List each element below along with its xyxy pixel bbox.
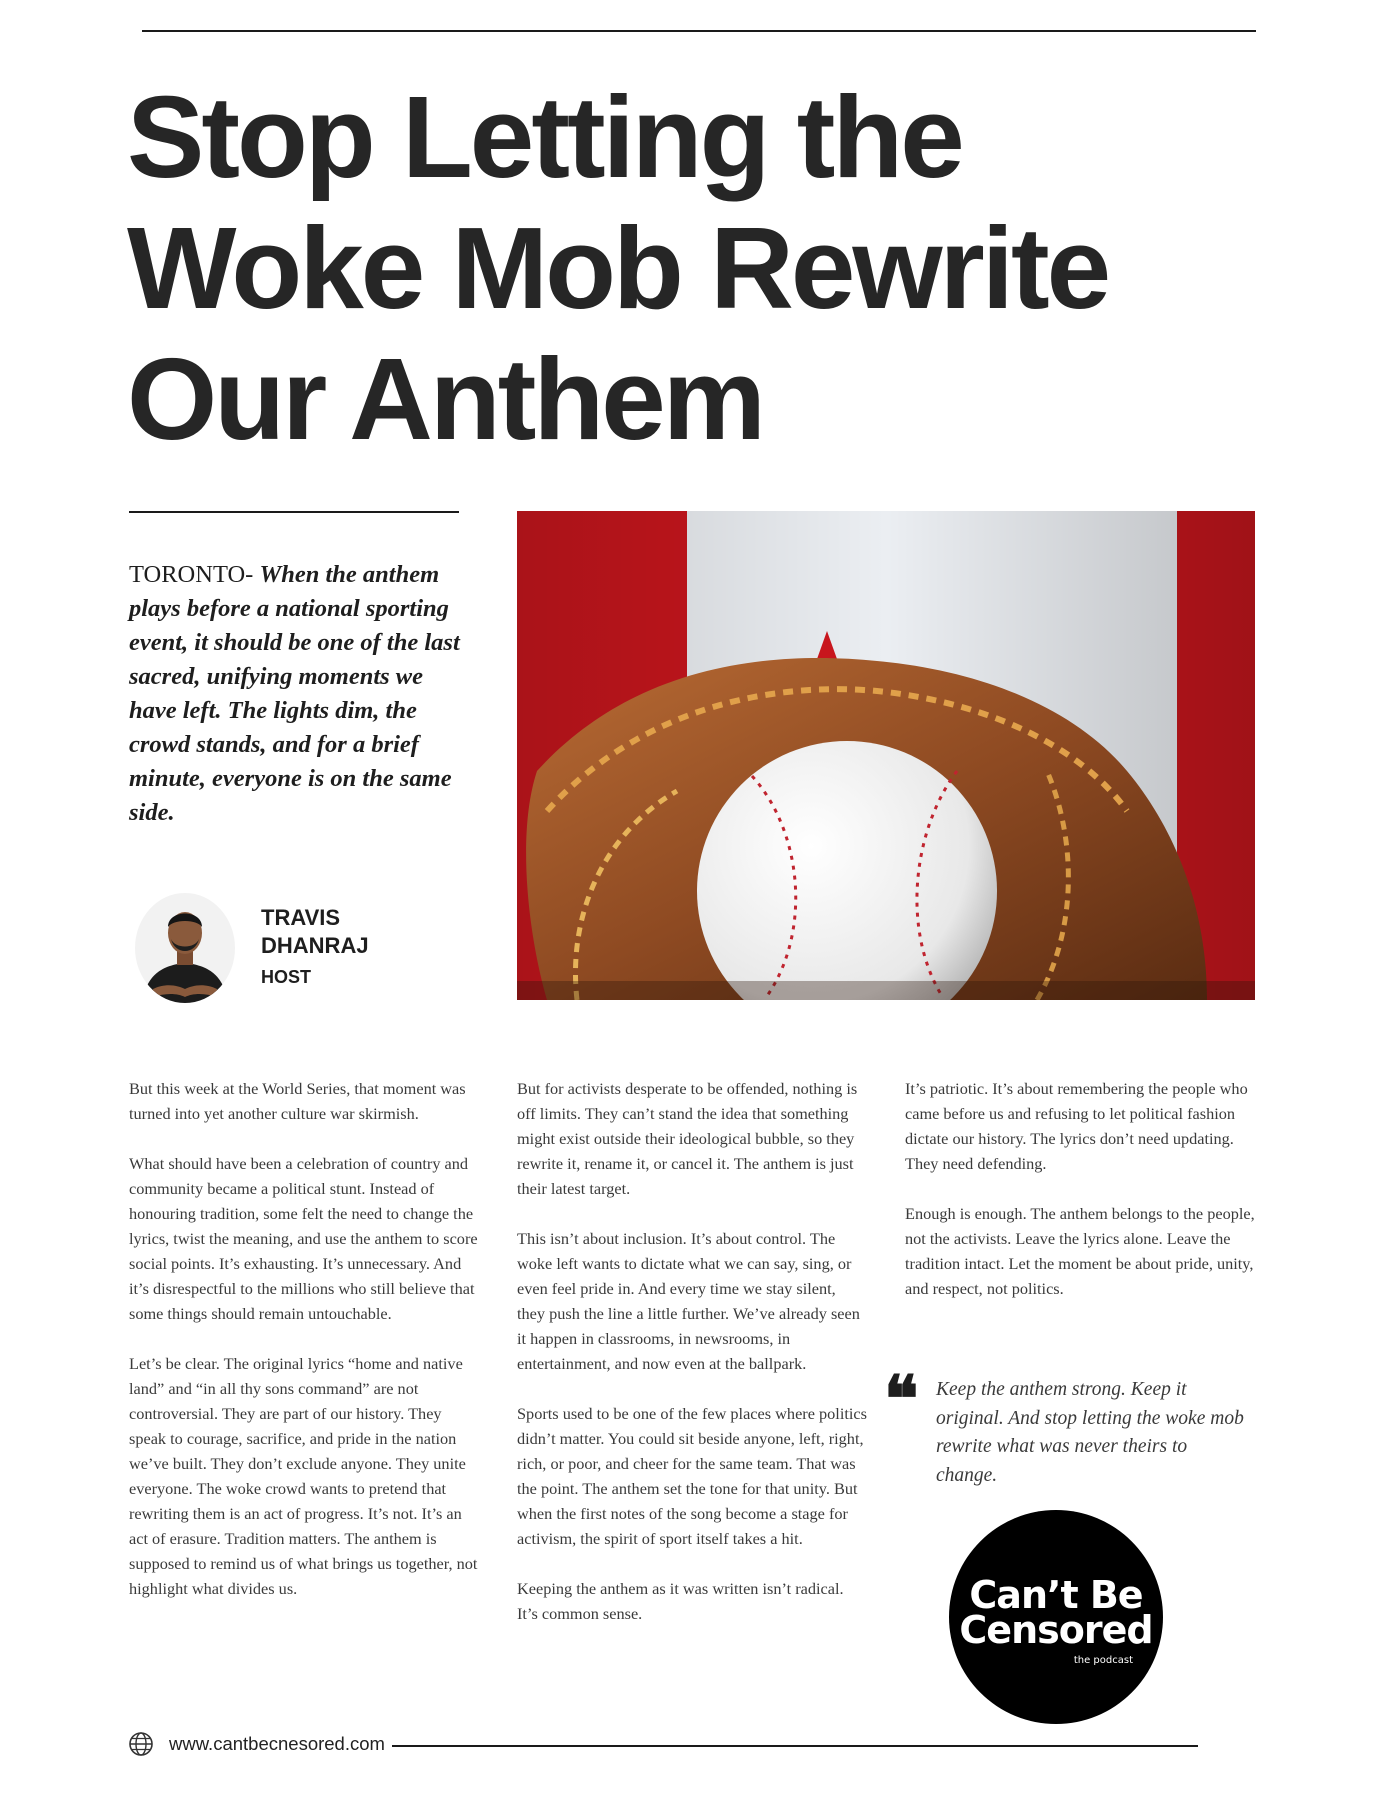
body-column-2 <box>517 1076 867 1651</box>
paragraph: But this week at the World Series, that moment was turned into yet another culture war skirmish. <box>129 1079 466 1123</box>
headline-line-1: Stop Letting the <box>127 72 962 202</box>
brand-logo-subtitle: the podcast <box>1073 1655 1133 1666</box>
paragraph: Enough is enough. The anthem belongs to the people, not the activists. Leave the lyrics alone. Leave the tradition intact. Let the moment be about pride, unity, and respect, not politics. <box>905 1204 1255 1298</box>
top-divider <box>142 30 1256 32</box>
website-link[interactable]: www.cantbecnesored.com <box>169 1733 385 1754</box>
intro-paragraph <box>129 558 469 830</box>
headline-line-3: Our Anthem <box>127 334 763 464</box>
paragraph: What should have been a celebration of country and community became a political stunt. Instead of honouring tradition, some felt the need to change the lyrics, twist the meaning, and use the anthem to score social points. It’s exhausting. It’s unnecessary. And it’s disrespectful to the millions who still believe that some things should remain untouchable. <box>129 1154 478 1323</box>
quote-mark-icon: ❝ <box>884 1362 919 1437</box>
hero-image <box>517 511 1255 1000</box>
headline-line-2: Woke Mob Rewrite <box>127 203 1109 333</box>
brand-logo <box>949 1510 1163 1724</box>
globe-icon <box>128 1731 154 1757</box>
brand-logo-line-2: Censored <box>959 1608 1153 1652</box>
paragraph: This isn’t about inclusion. It’s about control. The woke left wants to dictate what we can say, sing, or even feel pride in. And every time we stay silent, they push the line a little further. We’ve already seen it happen in classrooms, in newsrooms, in entertainment, and now even at the ballpark. <box>517 1229 860 1373</box>
lede: When the anthem plays before a national sporting event, it should be one of the last sacred, unifying moments we have left. The lights dim, the crowd stands, and for a brief minute, everyone is on the same side. <box>129 561 460 826</box>
paragraph: Sports used to be one of the few places where politics didn’t matter. You could sit beside anyone, left, right, rich, or poor, and cheer for the same team. That was the point. The anthem set the tone for that unity. But when the first notes of the song become a stage for activism, the spirit of sport itself takes a hit. <box>517 1404 867 1548</box>
body-column-1 <box>129 1076 479 1626</box>
baseball-flag-illustration <box>517 511 1255 1000</box>
author-name: TRAVIS DHANRAJ <box>261 905 369 958</box>
footer-divider <box>392 1745 1198 1747</box>
paragraph: But for activists desperate to be offended, nothing is off limits. They can’t stand the idea that something might exist outside their ideological bubble, so they rewrite it, rename it, or cancel it. The anthem is just their latest target. <box>517 1079 858 1198</box>
brand-logo-line-1: Can’t Be <box>969 1573 1143 1617</box>
paragraph: Keeping the anthem as it was written isn’t radical. It’s common sense. <box>517 1579 844 1623</box>
pull-quote-text: Keep the anthem strong. Keep it original. And stop letting the woke mob rewrite what was never theirs to change. <box>936 1379 1244 1486</box>
intro-divider <box>129 511 459 513</box>
paragraph: Let’s be clear. The original lyrics “home and native land” and “in all thy sons command” are not controversial. They are part of our history. They speak to courage, sacrifice, and pride in the nation we’ve built. They don’t exclude anyone. They unite everyone. The woke crowd wants to pretend that rewriting them is an act of progress. It’s not. It’s an act of erasure. Tradition matters. The anthem is supposed to remind us of what brings us together, not highlight what divides us. <box>129 1354 478 1598</box>
author-avatar <box>135 893 235 1003</box>
dateline: TORONTO- <box>129 561 254 588</box>
paragraph: It’s patriotic. It’s about remembering the people who came before us and refusing to let political fashion dictate our history. The lyrics don’t need updating. They need defending. <box>905 1079 1248 1173</box>
author-role: HOST <box>261 967 312 987</box>
headline <box>127 72 1307 465</box>
body-column-3 <box>905 1076 1255 1326</box>
